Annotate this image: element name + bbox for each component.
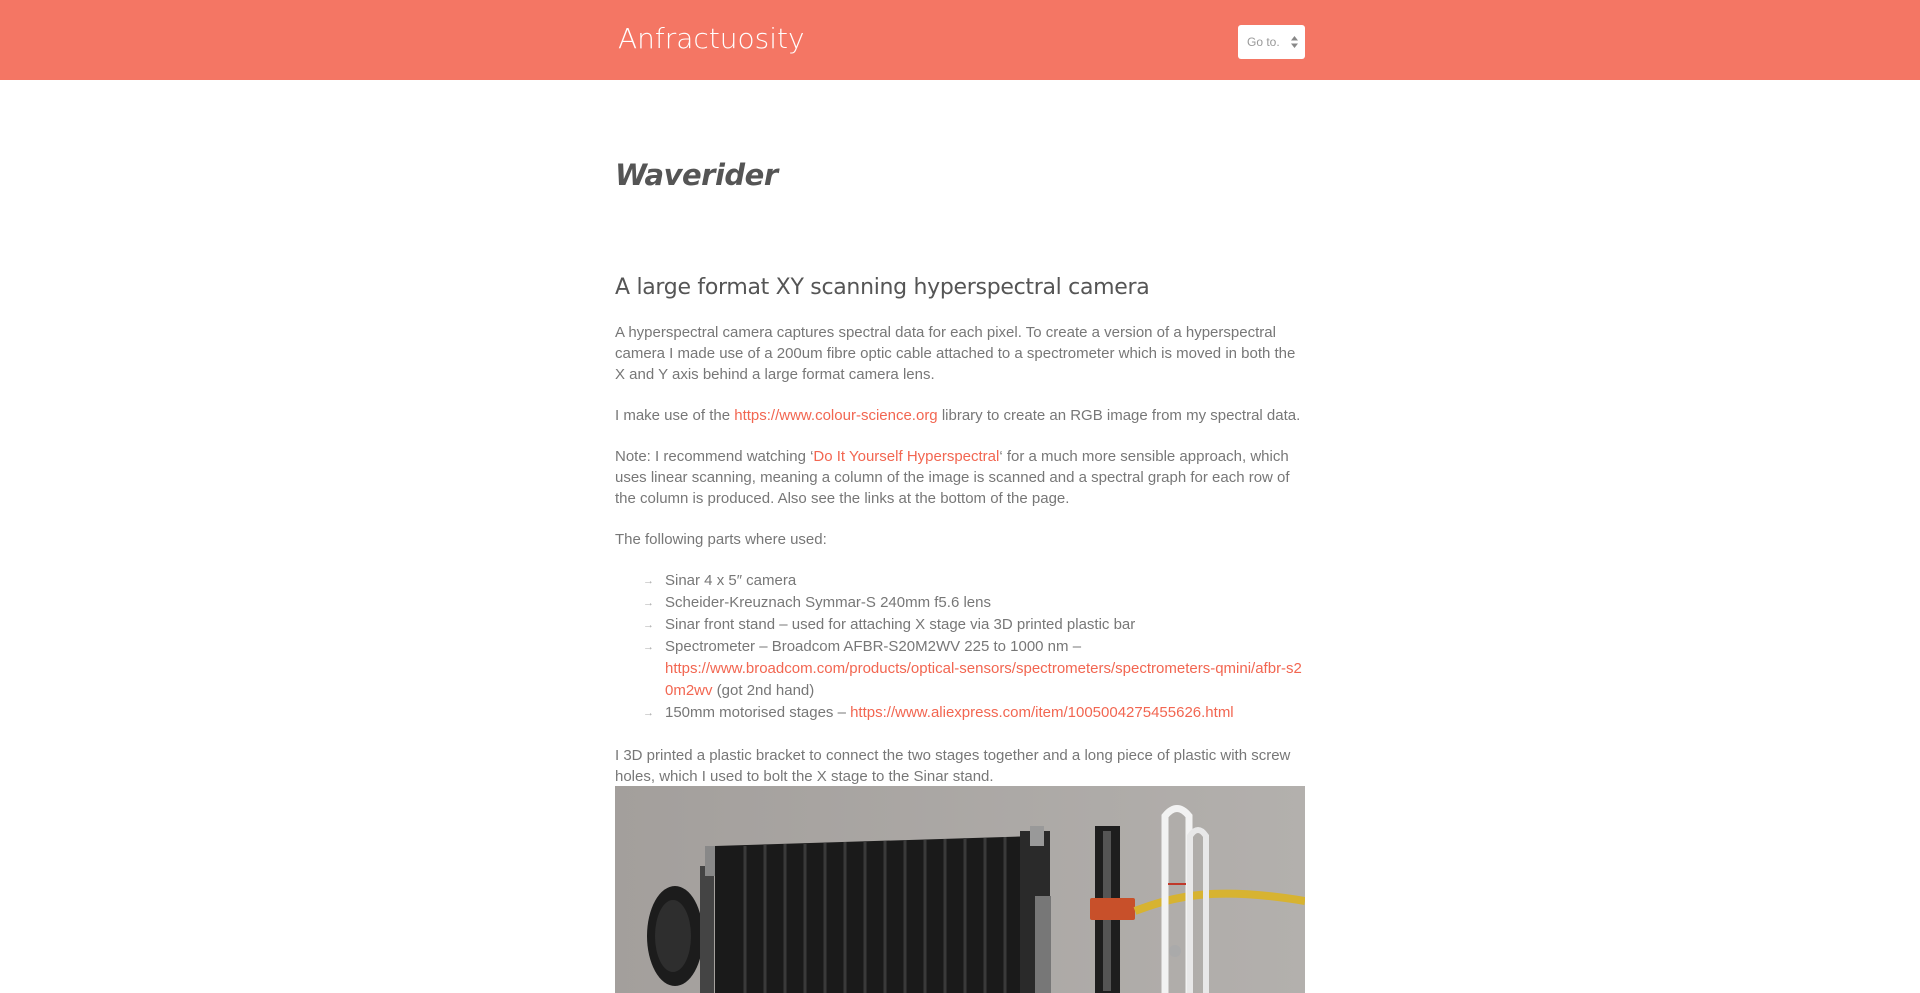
list-item-text: 150mm motorised stages –: [665, 704, 851, 721]
note-paragraph: [615, 446, 1305, 509]
arrow-bullet-icon: →: [643, 707, 654, 719]
broadcom-link[interactable]: https://www.broadcom.com/products/optical-sensors/spectrometers/spectrometers-qmini/afbr-s20m2wv: [665, 660, 1302, 699]
post-title: Waverider: [615, 158, 778, 192]
paragraph-text: ‘ for a much more sensible approach, which uses linear scanning, meaning a column of the image is scanned and a spectral graph for each row of the column is produced. Also see the links at the bottom of the page.: [615, 448, 1290, 507]
list-item: [615, 636, 1305, 702]
section-heading: A large format XY scanning hyperspectral camera: [615, 275, 1150, 300]
arrow-bullet-icon: →: [643, 641, 654, 653]
list-item: [615, 702, 1305, 724]
parts-list: [615, 570, 1305, 724]
intro-paragraph: A hyperspectral camera captures spectral data for each pixel. To create a version of a hyperspectral camera I made use of a 200um fibre optic cable attached to a spectrometer which is moved in both the X and Y axis behind a large format camera lens.: [615, 324, 1296, 383]
list-item: [615, 614, 1305, 636]
camera-photo-illustration: [615, 786, 1305, 993]
camera-photo: [615, 786, 1305, 993]
list-item-text: (got 2nd hand): [712, 682, 815, 699]
site-title-link[interactable]: Anfractuosity: [618, 22, 805, 55]
arrow-bullet-icon: →: [643, 597, 654, 609]
paragraph-text: I make use of the: [615, 407, 735, 424]
sort-arrows-icon: [1291, 36, 1298, 48]
list-item: [615, 592, 1305, 614]
bracket-paragraph: I 3D printed a plastic bracket to connect the two stages together and a long piece of plastic with screw holes, which I used to bolt the X stage to the Sinar stand.: [615, 747, 1291, 785]
aliexpress-link[interactable]: https://www.aliexpress.com/item/1005004275455626.html: [850, 704, 1234, 721]
top-navbar: [0, 0, 1920, 80]
colour-science-paragraph: [615, 405, 1305, 426]
paragraph-text: Note: I recommend watching ‘: [615, 448, 814, 465]
list-item-text: Sinar front stand – used for attaching X stage via 3D printed plastic bar: [665, 616, 1136, 633]
list-item-text: Sinar 4 x 5″ camera: [665, 572, 797, 589]
goto-label: Go to.: [1247, 35, 1280, 49]
colour-science-link[interactable]: https://www.colour-science.org: [734, 407, 938, 424]
goto-select[interactable]: [1238, 25, 1305, 59]
parts-intro: The following parts where used:: [615, 531, 827, 548]
navbar-inner: [615, 0, 1305, 80]
arrow-bullet-icon: →: [643, 575, 654, 587]
arrow-bullet-icon: →: [643, 619, 654, 631]
list-item: [615, 570, 1305, 592]
list-item-text: Spectrometer – Broadcom AFBR-S20M2WV 225 to 1000 nm –: [665, 638, 1082, 655]
paragraph-text: library to create an RGB image from my spectral data.: [937, 407, 1301, 424]
diy-hyperspectral-link[interactable]: Do It Yourself Hyperspectral: [813, 448, 1000, 465]
list-item-text: Scheider-Kreuznach Symmar-S 240mm f5.6 lens: [665, 594, 991, 611]
